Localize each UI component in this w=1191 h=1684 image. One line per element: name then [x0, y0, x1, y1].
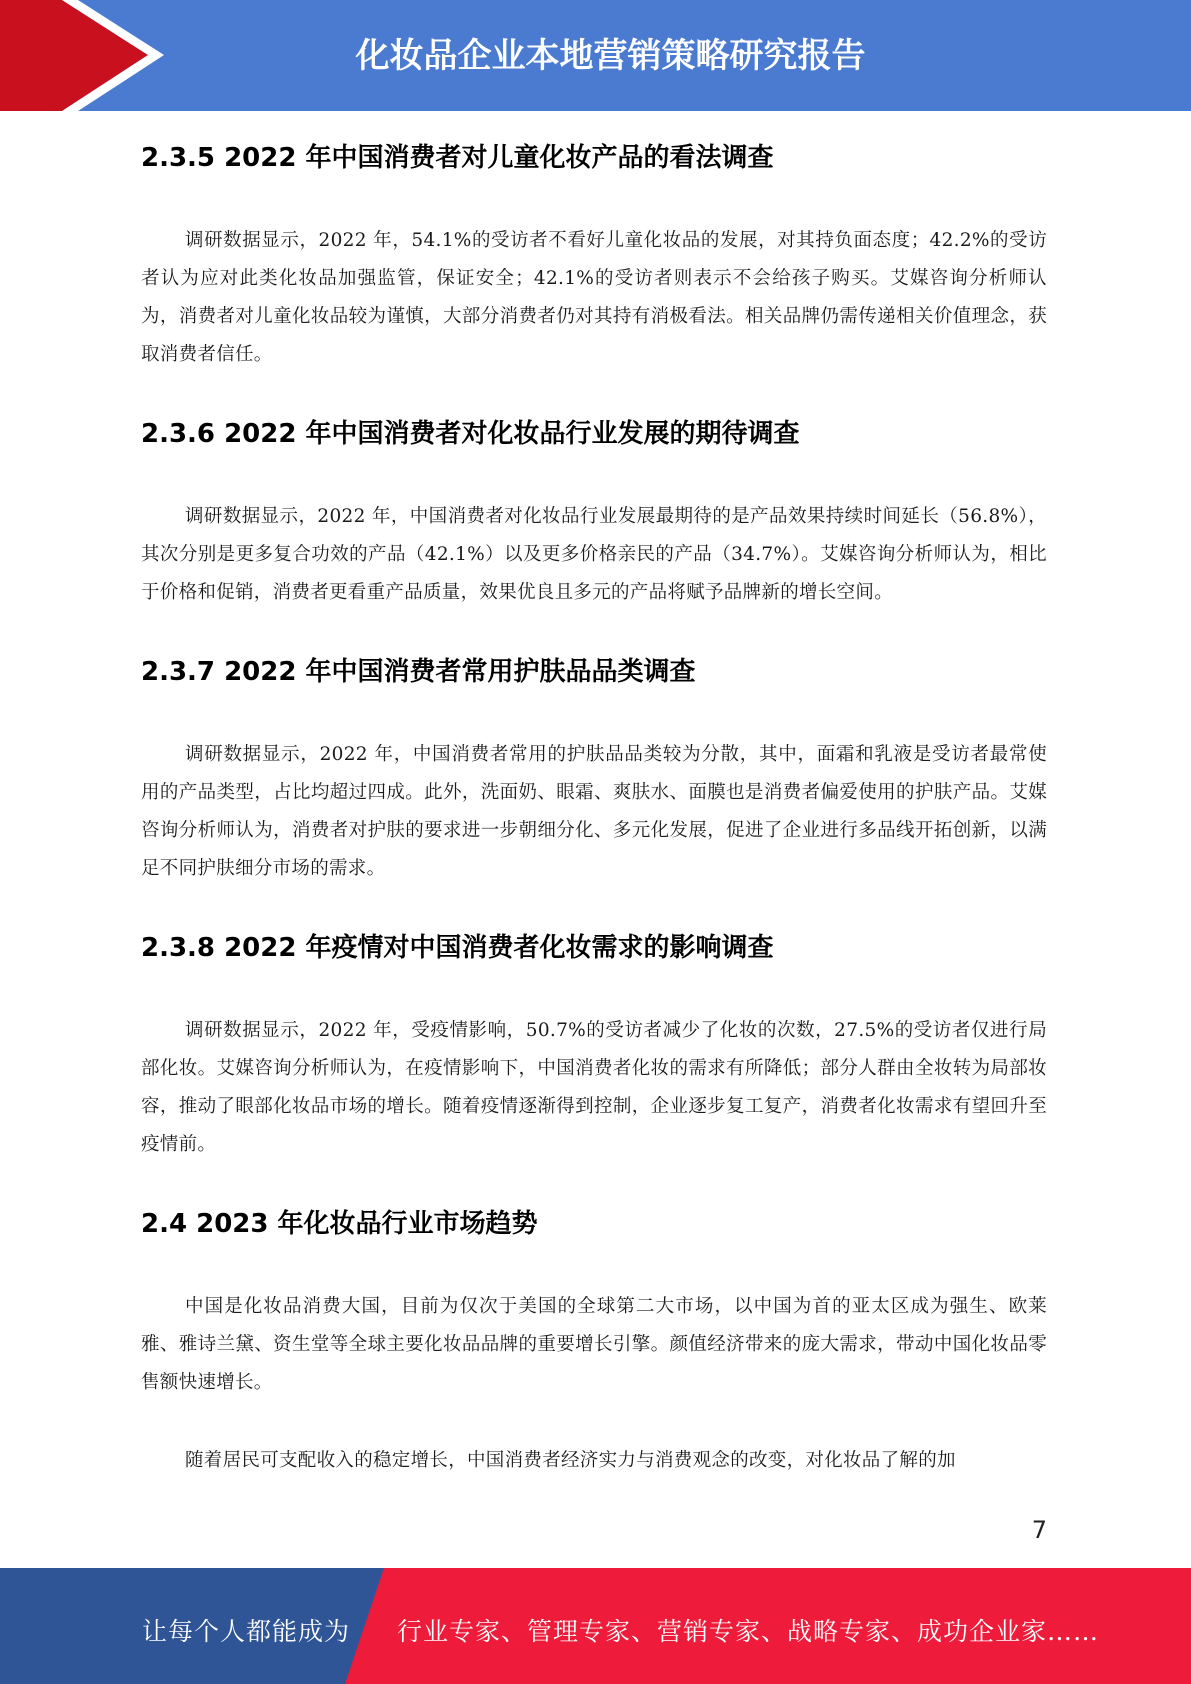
report-title: 化妆品企业本地营销策略研究报告 [355, 36, 866, 76]
section-paragraph: 调研数据显示，2022 年，54.1%的受访者不看好儿童化妆品的发展，对其持负面态度；42.2%的受访者认为应对此类化妆品加强监管，保证安全；42.1%的受访者则表示不会给孩子购买。艾媒咨询分析师认为，消费者对儿童化妆品较为谨慎，大部分消费者仍对其持有消极看法。相关品牌仍需传递相关价值理念，获取消费者信任。 [141, 230, 1047, 365]
section-heading-2-3-7: 2.3.7 2022 年中国消费者常用护肤品品类调查 [141, 657, 696, 687]
section-paragraph: 调研数据显示，2022 年，受疫情影响，50.7%的受访者减少了化妆的次数，27.5%的受访者仅进行局部化妆。艾媒咨询分析师认为，在疫情影响下，中国消费者化妆的需求有所降低；部分人群由全妆转为局部妆容，推动了眼部化妆品市场的增长。随着疫情逐渐得到控制，企业逐步复工复产，消费者化妆需求有望回升至疫情前。 [141, 1020, 1047, 1155]
footer-slogan-left: 让每个人都能成为 [142, 1617, 351, 1646]
section-paragraph: 调研数据显示，2022 年，中国消费者常用的护肤品品类较为分散，其中，面霜和乳液是受访者最常使用的产品类型，占比均超过四成。此外，洗面奶、眼霜、爽肤水、面膜也是消费者偏爱使用的护肤产品。艾媒咨询分析师认为，消费者对护肤的要求进一步朝细分化、多元化发展，促进了企业进行多品线开拓创新，以满足不同护肤细分市场的需求。 [141, 744, 1047, 879]
section-paragraph: 中国是化妆品消费大国，目前为仅次于美国的全球第二大市场，以中国为首的亚太区成为强生、欧莱雅、雅诗兰黛、资生堂等全球主要化妆品品牌的重要增长引擎。颜值经济带来的庞大需求，带动中国化妆品零售额快速增长。 [141, 1296, 1047, 1393]
section-heading-2-3-8: 2.3.8 2022 年疫情对中国消费者化妆需求的影响调查 [141, 933, 774, 963]
document-body [141, 124, 1047, 1512]
page-number: 7 [1031, 1516, 1047, 1544]
section-paragraph: 调研数据显示，2022 年，中国消费者对化妆品行业发展最期待的是产品效果持续时间延长（56.8%），其次分别是更多复合功效的产品（42.1%）以及更多价格亲民的产品（34.7%）。艾媒咨询分析师认为，相比于价格和促销，消费者更看重产品质量，效果优良且多元的产品将赋予品牌新的增长空间。 [141, 506, 1047, 603]
section-heading-2-3-5: 2.3.5 2022 年中国消费者对儿童化妆产品的看法调查 [141, 143, 774, 173]
section-heading-2-3-6: 2.3.6 2022 年中国消费者对化妆品行业发展的期待调查 [141, 419, 800, 449]
section-paragraph: 随着居民可支配收入的稳定增长，中国消费者经济实力与消费观念的改变，对化妆品了解的加 [185, 1450, 956, 1471]
header-band [0, 0, 1191, 111]
footer-slogan-right: 行业专家、管理专家、营销专家、战略专家、成功企业家…… [397, 1617, 1100, 1646]
section-heading-2-4: 2.4 2023 年化妆品行业市场趋势 [141, 1209, 538, 1239]
